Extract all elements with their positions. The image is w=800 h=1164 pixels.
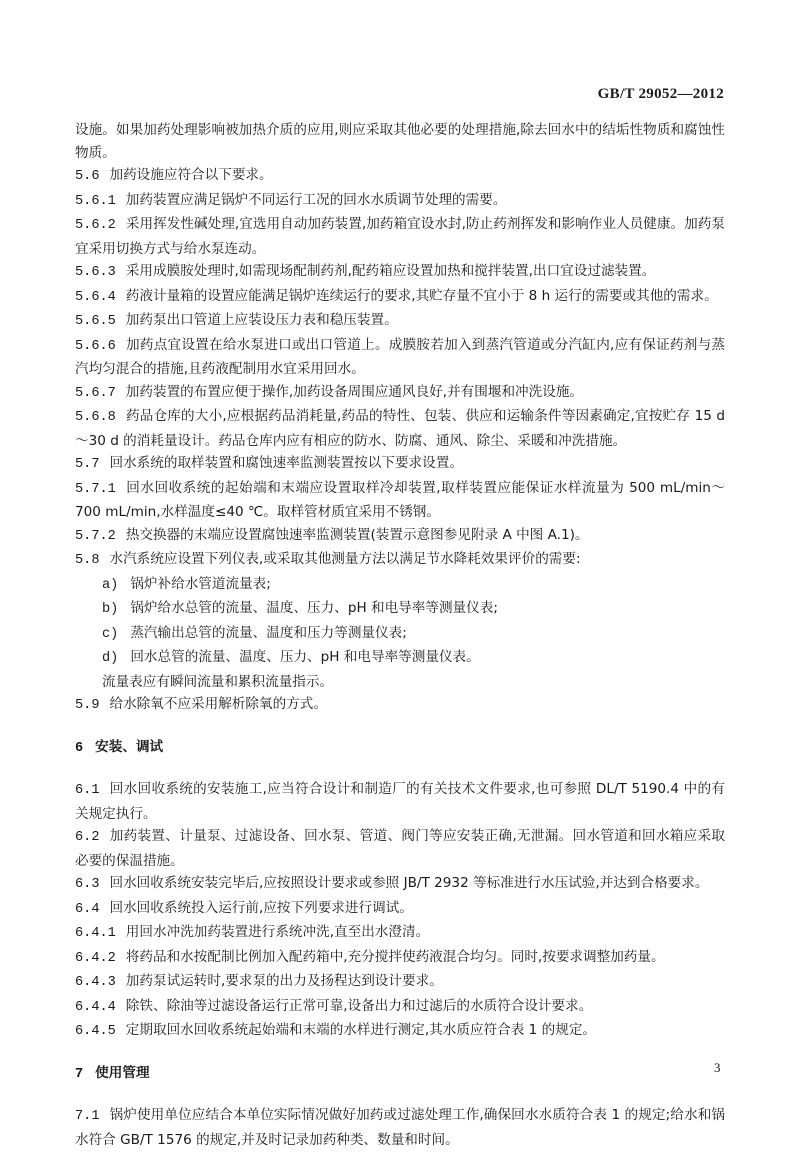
clause-number: 5.6.6	[75, 338, 116, 354]
clause-text: 热交换器的末端应设置腐蚀速率监测装置(装置示意图参见附录 A 中图 A.1)。	[125, 526, 589, 543]
clause-text: 加药装置的布置应便于操作,加药设备周围应通风良好,并有围堰和冲洗设施。	[125, 383, 584, 400]
clause-number: 5.6.3	[75, 265, 116, 280]
standard-number-header: GB/T 29052—2012	[597, 86, 724, 102]
clause-number: 5.6.8	[75, 410, 116, 425]
clause-number: c)	[102, 626, 119, 642]
clause-text: 药品仓库的大小,应根据药品消耗量,药品的特性、包装、供应和运输条件等因素确定,宜按贮存 15 d～30 d 的消耗量设计。药品仓库内应有相应的防水、防腐、通风、除尘、采暖和冲洗措施。	[75, 408, 725, 449]
list-item	[75, 597, 725, 622]
clause-text: 用回水冲洗加药装置进行系统冲洗,直至出水澄清。	[125, 924, 430, 940]
clause-number: 5.7.2	[75, 528, 116, 544]
list-item	[75, 646, 725, 671]
clause-paragraph	[75, 477, 725, 524]
clause-paragraph	[75, 334, 725, 381]
clause-number: 5.6.1	[75, 193, 116, 209]
clause-text: 流量表应有瞬间流量和累积流量指示。	[102, 673, 334, 690]
clause-text: 锅炉给水总管的流量、温度、压力、pH 和电导率等测量仪表;	[130, 600, 498, 616]
clause-paragraph	[75, 970, 725, 995]
clause-text: 加药泵出口管道上应装设压力表和稳压装置。	[125, 312, 398, 328]
clause-paragraph	[75, 309, 725, 334]
clause-text: 锅炉补给水管道流量表;	[130, 575, 271, 592]
clause-number: 6.4.5	[75, 1024, 116, 1039]
clause-number: a)	[102, 577, 119, 593]
clause-number: 6.4.3	[75, 975, 116, 990]
clause-number: 5.9	[75, 698, 100, 713]
clause-number: 6.1	[75, 783, 100, 798]
clause-paragraph	[75, 693, 725, 718]
section-heading	[75, 736, 725, 761]
clause-paragraph	[75, 260, 725, 285]
clause-number: 5.7.1	[75, 481, 116, 497]
clause-paragraph	[75, 164, 725, 189]
page-number: 3	[714, 1060, 721, 1075]
clause-paragraph	[75, 671, 725, 694]
clause-number: 5.6.5	[75, 314, 116, 329]
clause-number: 5.6.7	[75, 385, 116, 401]
clause-number: b)	[102, 602, 119, 617]
clause-number: 5.7	[75, 457, 100, 472]
clause-text: 回水回收系统的起始端和末端应设置取样冷却装置,取样装置应能保证水样流量为 500 mL/min～700 mL/min,水样温度≤40 ℃。取样管材质宜采用不锈钢。	[75, 479, 725, 520]
clause-paragraph	[75, 825, 725, 872]
clause-text: 设施。如果加药处理影响被加热介质的应用,则应采取其他必要的处理措施,除去回水中的结垢性物质和腐蚀性物质。	[75, 122, 725, 161]
clause-paragraph	[75, 872, 725, 897]
clause-text: 蒸汽输出总管的流量、温度和压力等测量仪表;	[130, 624, 407, 641]
clause-paragraph	[75, 921, 725, 946]
document-body	[75, 119, 725, 1151]
clause-paragraph	[75, 946, 725, 971]
clause-text: 加药装置、计量泵、过滤设备、回水泵、管道、阀门等应安装正确,无泄漏。回水管道和回水箱应采取必要的保温措施。	[75, 828, 725, 869]
clause-text: 除铁、除油等过滤设备运行正常可靠,设备出力和过滤后的水质符合设计要求。	[125, 997, 593, 1014]
clause-paragraph	[75, 995, 725, 1020]
clause-paragraph	[75, 524, 725, 549]
clause-text: 安装、调试	[95, 738, 164, 755]
clause-paragraph	[75, 285, 725, 310]
clause-text: 采用成膜胺处理时,如需现场配制药剂,配药箱应设置加热和搅拌装置,出口宜设过滤装置。	[125, 263, 656, 279]
clause-paragraph	[75, 452, 725, 477]
clause-text: 回水回收系统的安装施工,应当符合设计和制造厂的有关技术文件要求,也可参照 DL/T 5190.4 中的有关规定执行。	[75, 781, 725, 822]
clause-paragraph	[75, 405, 725, 452]
clause-paragraph	[75, 778, 725, 825]
clause-number: 6.4.4	[75, 999, 116, 1015]
clause-paragraph	[75, 189, 725, 214]
clause-number: 5.8	[75, 553, 100, 568]
clause-number: 7	[75, 1066, 84, 1082]
clause-number: d)	[102, 651, 119, 666]
clause-number: 6.4.2	[75, 950, 116, 966]
clause-paragraph	[75, 119, 725, 164]
clause-text: 加药点宜设置在给水泵进口或出口管道上。成膜胺若加入到蒸汽管道或分汽缸内,应有保证药剂与蒸汽均匀混合的措施,且药液配制用水宜采用回水。	[75, 336, 725, 377]
clause-text: 将药品和水按配制比例加入配药箱中,充分搅拌使药液混合均匀。同时,按要求调整加药量。	[125, 948, 665, 965]
clause-text: 使用管理	[95, 1064, 150, 1081]
clause-paragraph	[75, 1019, 725, 1044]
clause-number: 6.2	[75, 830, 100, 845]
clause-text: 采用挥发性碱处理,宜选用自动加药装置,加药箱宜设水封,防止药剂挥发和影响作业人员健康。加药泵宜采用切换方式与给水泵连动。	[75, 216, 725, 257]
clause-number: 5.6.2	[75, 218, 116, 233]
clause-text: 回水系统的取样装置和腐蚀速率监测装置按以下要求设置。	[109, 455, 463, 471]
clause-paragraph	[75, 1104, 725, 1151]
clause-number: 6.4	[75, 901, 100, 917]
clause-number: 5.6.4	[75, 289, 116, 305]
clause-number: 6.3	[75, 877, 100, 892]
clause-text: 加药泵试运转时,要求泵的出力及扬程达到设计要求。	[125, 973, 443, 989]
clause-text: 定期取回水回收系统起始端和末端的水样进行测定,其水质应符合表 1 的规定。	[125, 1022, 597, 1038]
list-item	[75, 622, 725, 647]
clause-text: 药液计量箱的设置应能满足锅炉连续运行的要求,其贮存量不宜小于 8 h 运行的需要或其他的需求。	[125, 287, 718, 304]
clause-text: 回水总管的流量、温度、压力、pH 和电导率等测量仪表。	[130, 649, 480, 665]
clause-text: 回水回收系统安装完毕后,应按照设计要求或参照 JB/T 2932 等标准进行水压试验,并达到合格要求。	[109, 875, 709, 891]
clause-number: 6	[75, 740, 84, 756]
clause-number: 6.4.1	[75, 926, 116, 941]
clause-text: 回水回收系统投入运行前,应按下列要求进行调试。	[109, 899, 413, 916]
clause-text: 加药装置应满足锅炉不同运行工况的回水水质调节处理的需要。	[125, 191, 507, 208]
clause-paragraph	[75, 548, 725, 573]
clause-number: 7.1	[75, 1109, 100, 1124]
clause-paragraph	[75, 381, 725, 406]
clause-paragraph	[75, 897, 725, 922]
section-heading	[75, 1062, 725, 1087]
clause-text: 水汽系统应设置下列仪表,或采取其他测量方法以满足节水降耗效果评价的需要:	[109, 551, 581, 567]
clause-paragraph	[75, 213, 725, 260]
list-item	[75, 573, 725, 598]
clause-text: 加药设施应符合以下要求。	[109, 167, 273, 183]
clause-text: 给水除氧不应采用解析除氧的方式。	[109, 696, 327, 712]
clause-number: 5.6	[75, 169, 100, 184]
clause-text: 锅炉使用单位应结合本单位实际情况做好加药或过滤处理工作,确保回水水质符合表 1 的规定;给水和锅水符合 GB/T 1576 的规定,并及时记录加药种类、数量和时间。	[75, 1107, 725, 1148]
